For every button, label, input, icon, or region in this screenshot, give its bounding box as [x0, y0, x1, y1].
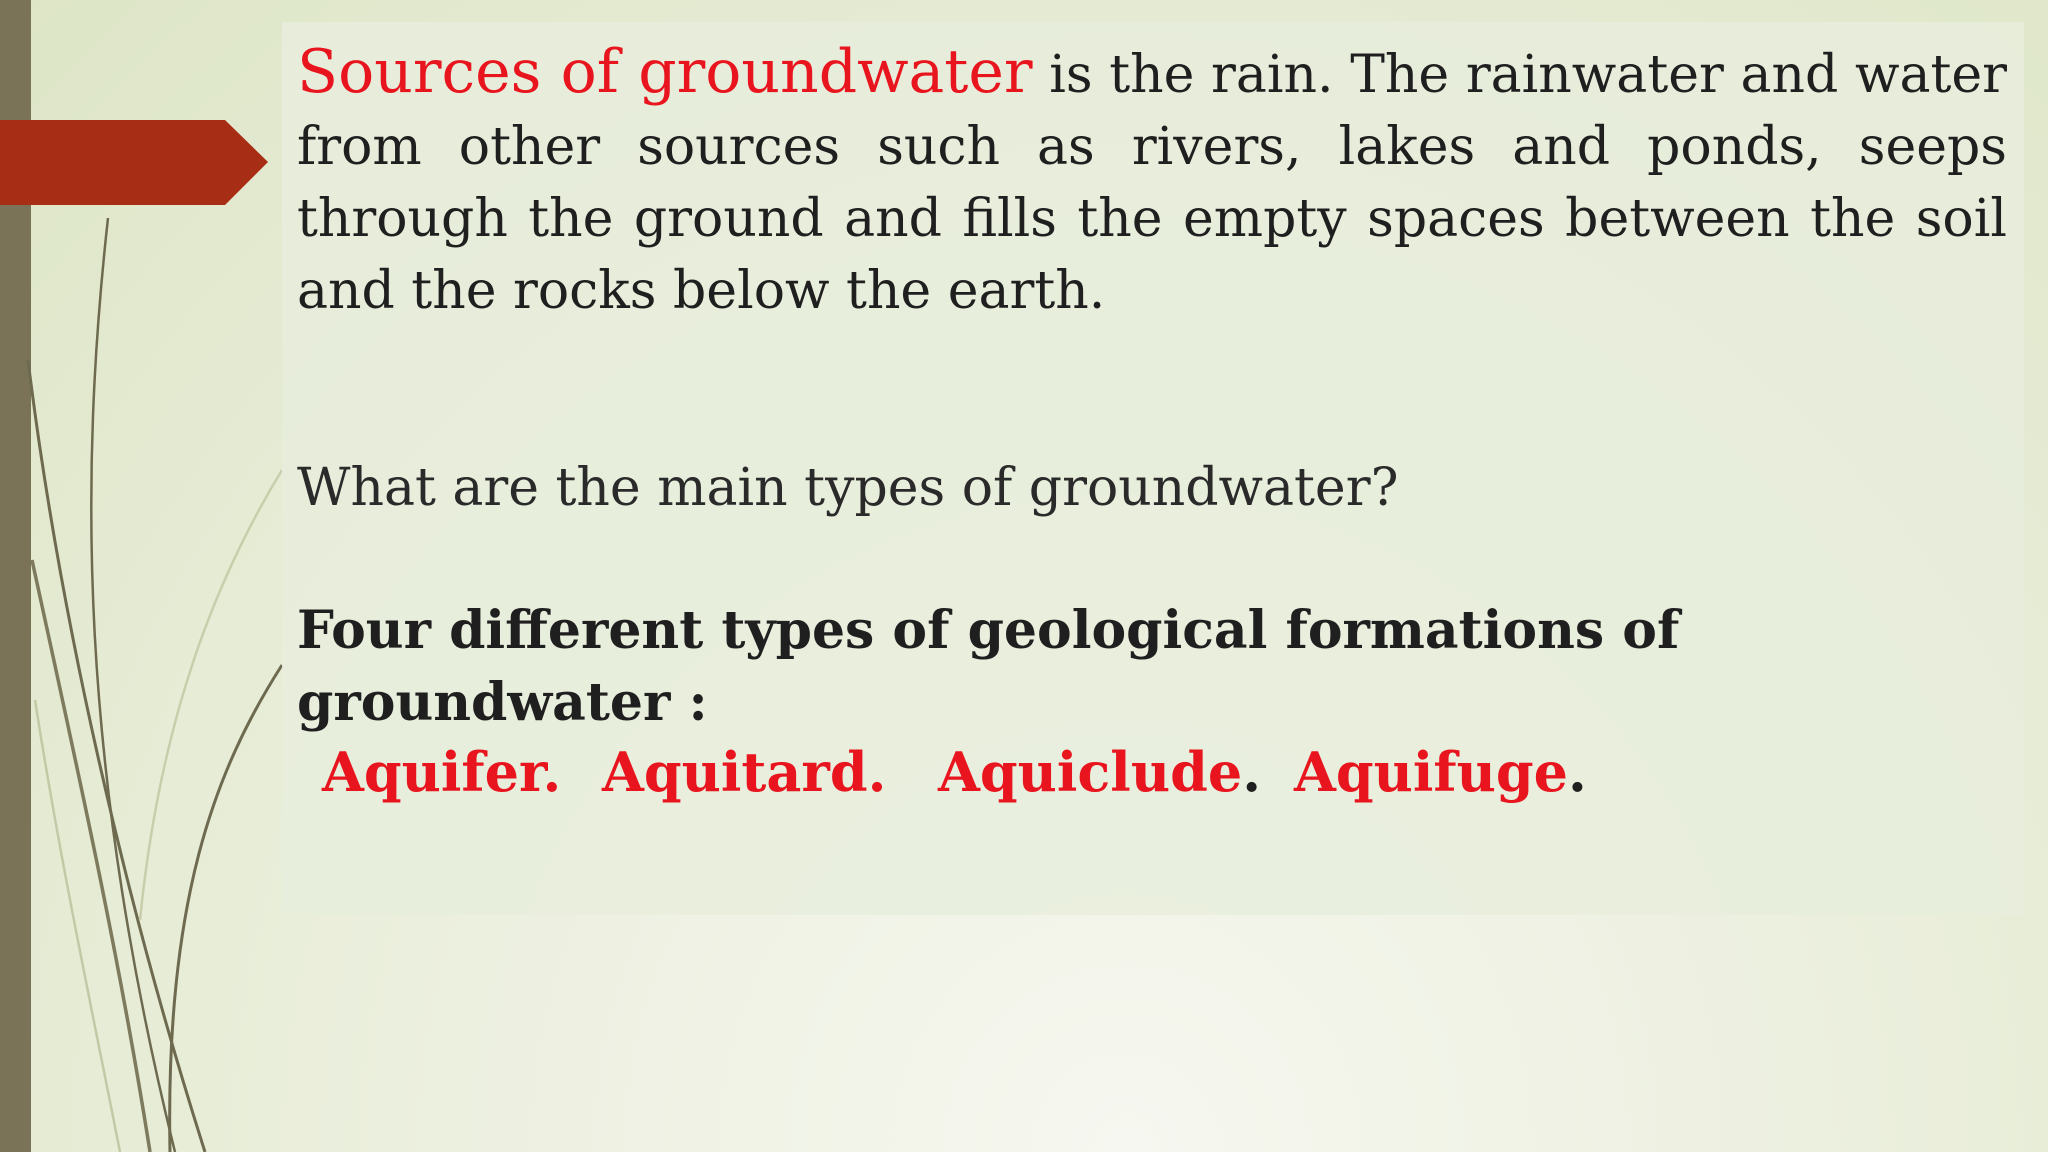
- intro-text: is the rain. The rainwater and water from other sources such as rivers, lakes and ponds, seeps through the ground and fills the empty spaces between the soil and the rocks below the earth.: [297, 45, 2007, 321]
- intro-paragraph: [297, 36, 2007, 327]
- type-aquiclude: Aquiclude.: [938, 740, 1262, 804]
- formations-heading: Four different types of geological formations of groundwater :: [297, 600, 1680, 733]
- intro-highlight: Sources of groundwater: [297, 37, 1033, 107]
- type-aquitard: Aquitard.: [602, 740, 887, 804]
- question-text: What are the main types of groundwater?: [297, 458, 1399, 518]
- type-aquifer: Aquifer.: [322, 740, 562, 804]
- groundwater-types-list: [0, 736, 2048, 808]
- type-aquifuge: Aquifuge.: [1294, 740, 1587, 804]
- red-arrow-marker-icon: [0, 120, 270, 205]
